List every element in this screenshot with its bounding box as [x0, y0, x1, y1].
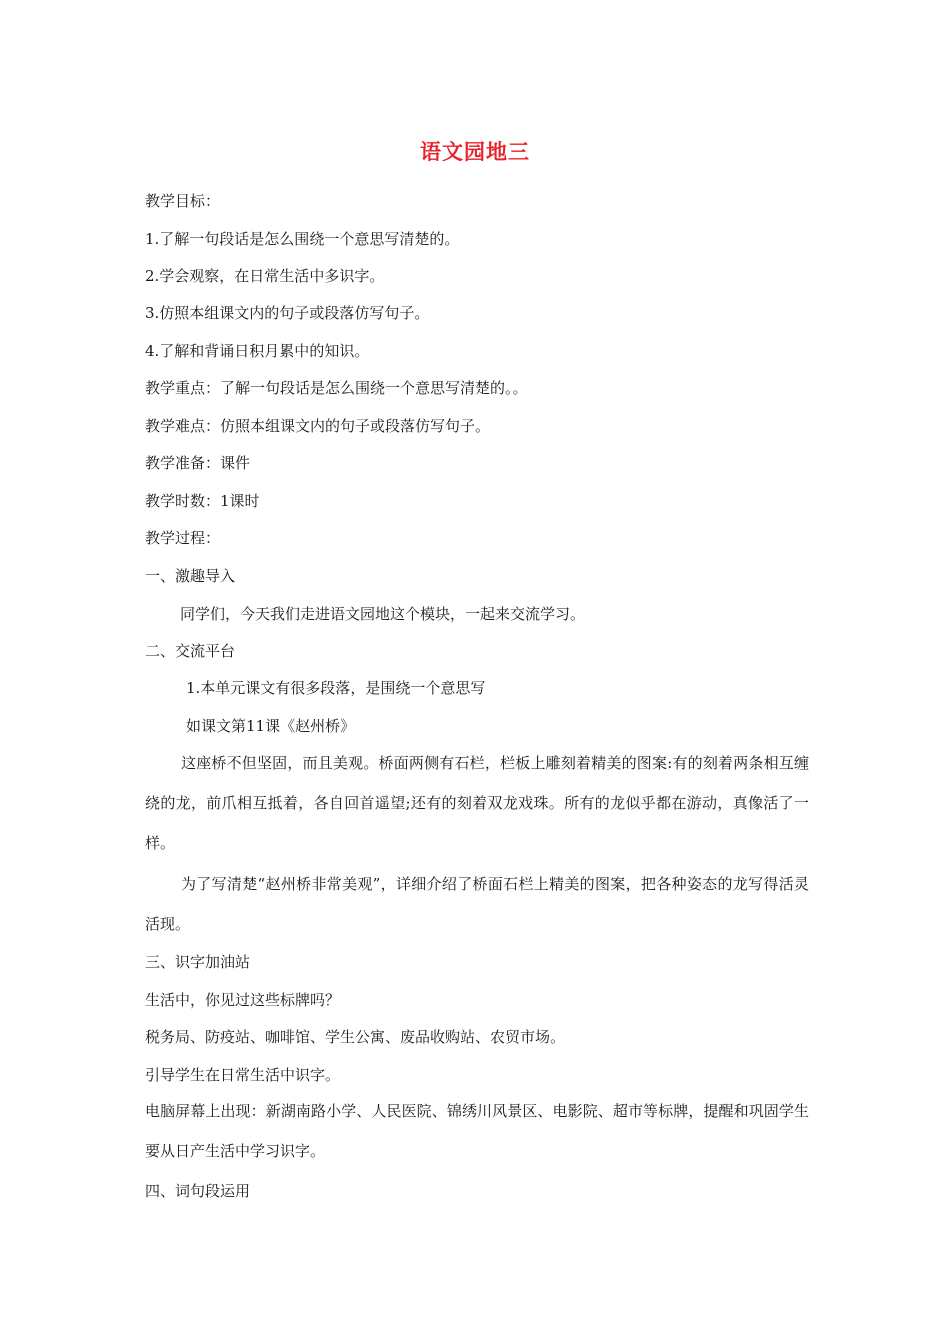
- goal-item: 1.了解一句段话是怎么围绕一个意思写清楚的。: [145, 230, 460, 248]
- section-text: 引导学生在日常生活中识字。: [145, 1066, 341, 1084]
- quote-paragraph: 这座桥不但坚固，而且美观。桥面两侧有石栏，栏板上雕刻着精美的图案:有的刻着两条相互缠绕的龙，前爪相互抵着，各自回首遥望;还有的刻着双龙戏珠。所有的龙似乎都在游动，真像活了一样。: [145, 754, 809, 852]
- goal-item: 3.仿照本组课文内的句子或段落仿写句子。: [145, 304, 430, 322]
- teaching-hours: 教学时数：1课时: [145, 492, 260, 510]
- analysis-paragraph: 为了写清楚“赵州桥非常美观”，详细介绍了桥面石栏上精美的图案，把各种姿态的龙写得活灵活现。: [145, 875, 809, 933]
- goal-item: 4.了解和背诵日积月累中的知识。: [145, 342, 370, 360]
- section-text: 税务局、防疫站、咖啡馆、学生公寓、废品收购站、农贸市场。: [145, 1028, 566, 1046]
- screen-paragraph: 电脑屏幕上出现：新湖南路小学、人民医院、锦绣川风景区、电影院、超市等标牌，提醒和巩固学生要从日产生活中学习识字。: [145, 1102, 809, 1160]
- section-text: 生活中，你见过这些标牌吗？: [145, 991, 341, 1009]
- example-reference: 如课文第11课《赵州桥》: [186, 717, 356, 735]
- section-heading: 二、交流平台: [145, 642, 236, 660]
- section-heading: 三、识字加油站: [145, 953, 251, 971]
- section-item: 1.本单元课文有很多段落，是围绕一个意思写: [186, 679, 486, 697]
- document-title: 语文园地三: [420, 139, 530, 164]
- key-point: 教学重点：了解一句段话是怎么围绕一个意思写清楚的。。: [145, 379, 528, 397]
- preparation: 教学准备：课件: [145, 454, 251, 472]
- goal-item: 2.学会观察，在日常生活中多识字。: [145, 267, 385, 285]
- section-text: 同学们，今天我们走进语文园地这个模块，一起来交流学习。: [180, 605, 586, 623]
- section-heading: 四、词句段运用: [145, 1182, 251, 1200]
- difficulty: 教学难点：仿照本组课文内的句子或段落仿写句子。: [145, 417, 491, 435]
- goals-heading: 教学目标：: [145, 192, 221, 210]
- section-heading: 一、激趣导入: [145, 567, 236, 585]
- process-heading: 教学过程：: [145, 529, 221, 547]
